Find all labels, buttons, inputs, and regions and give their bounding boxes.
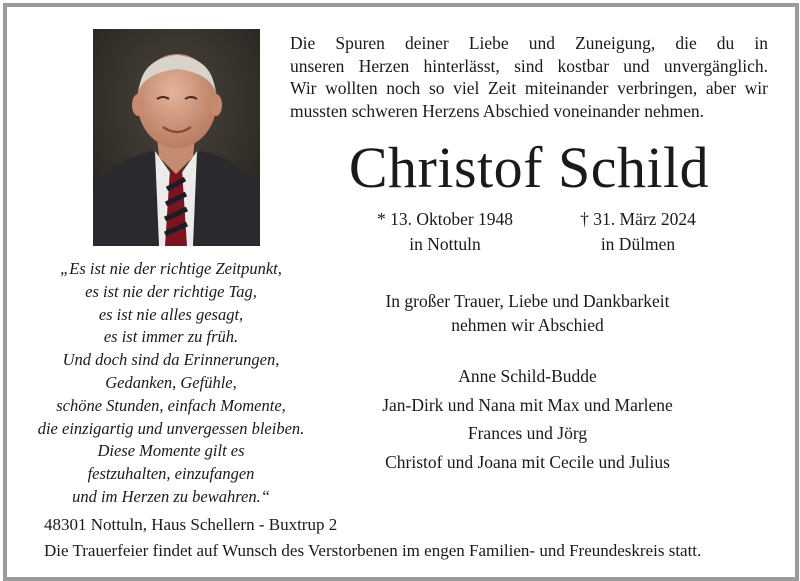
family-member: Anne Schild-Budde xyxy=(458,366,597,386)
intro-line: Wir wollten noch so viel Zeit miteinander verbringen, aber wir xyxy=(290,78,768,98)
mourning-statement xyxy=(340,289,715,337)
death-place: in Dülmen xyxy=(600,234,676,254)
deceased-name: Christof Schild xyxy=(348,135,710,200)
quote-line: „Es ist nie der richtige Zeitpunkt, xyxy=(60,259,282,278)
intro-text xyxy=(290,32,768,122)
quote-line: Diese Momente gilt es xyxy=(97,441,245,461)
family-list xyxy=(340,362,715,476)
death-date: † 31. März 2024 xyxy=(580,209,696,229)
funeral-note: Die Trauerfeier findet auf Wunsch des Verstorbenen im engen Familien- und Freundeskreis statt. xyxy=(44,541,702,560)
quote-line: die einzigartig und unvergessen bleiben. xyxy=(37,418,305,438)
death-info xyxy=(548,207,728,257)
intro-line: mussten schweren Herzens Abschied voneinander nehmen. xyxy=(290,100,705,121)
birth-date: * 13. Oktober 1948 xyxy=(376,209,514,229)
quote-line: schöne Stunden, einfach Momente, xyxy=(56,395,286,415)
family-member: Christof und Joana mit Cecile und Julius xyxy=(385,451,670,472)
family-member: Frances und Jörg xyxy=(467,423,588,443)
quote-line: es ist nie alles gesagt, xyxy=(98,304,244,324)
quote-line: festzuhalten, einzufangen xyxy=(87,464,255,484)
birth-info xyxy=(355,207,535,257)
family-address: 48301 Nottuln, Haus Schellern - Buxtrup 2 xyxy=(44,515,338,534)
poem-quote xyxy=(26,258,316,509)
intro-line: unseren Herzen hinterlässt, sind kostbar und unvergänglich. xyxy=(290,55,768,76)
mourning-line: In großer Trauer, Liebe und Dankbarkeit xyxy=(385,291,670,311)
quote-line: und im Herzen zu bewahren.“ xyxy=(72,486,270,506)
portrait-photo xyxy=(93,29,260,246)
intro-line: Die Spuren deiner Liebe und Zuneigung, die du in xyxy=(290,33,768,53)
family-member: Jan-Dirk und Nana mit Max und Marlene xyxy=(382,394,673,415)
quote-line: es ist immer zu früh. xyxy=(103,327,239,347)
quote-line: Gedanken, Gefühle, xyxy=(105,372,237,392)
quote-line: es ist nie der richtige Tag, xyxy=(85,281,257,301)
birth-place: in Nottuln xyxy=(409,234,481,254)
quote-line: Und doch sind da Erinnerungen, xyxy=(62,350,280,370)
mourning-line: nehmen wir Abschied xyxy=(451,315,604,335)
